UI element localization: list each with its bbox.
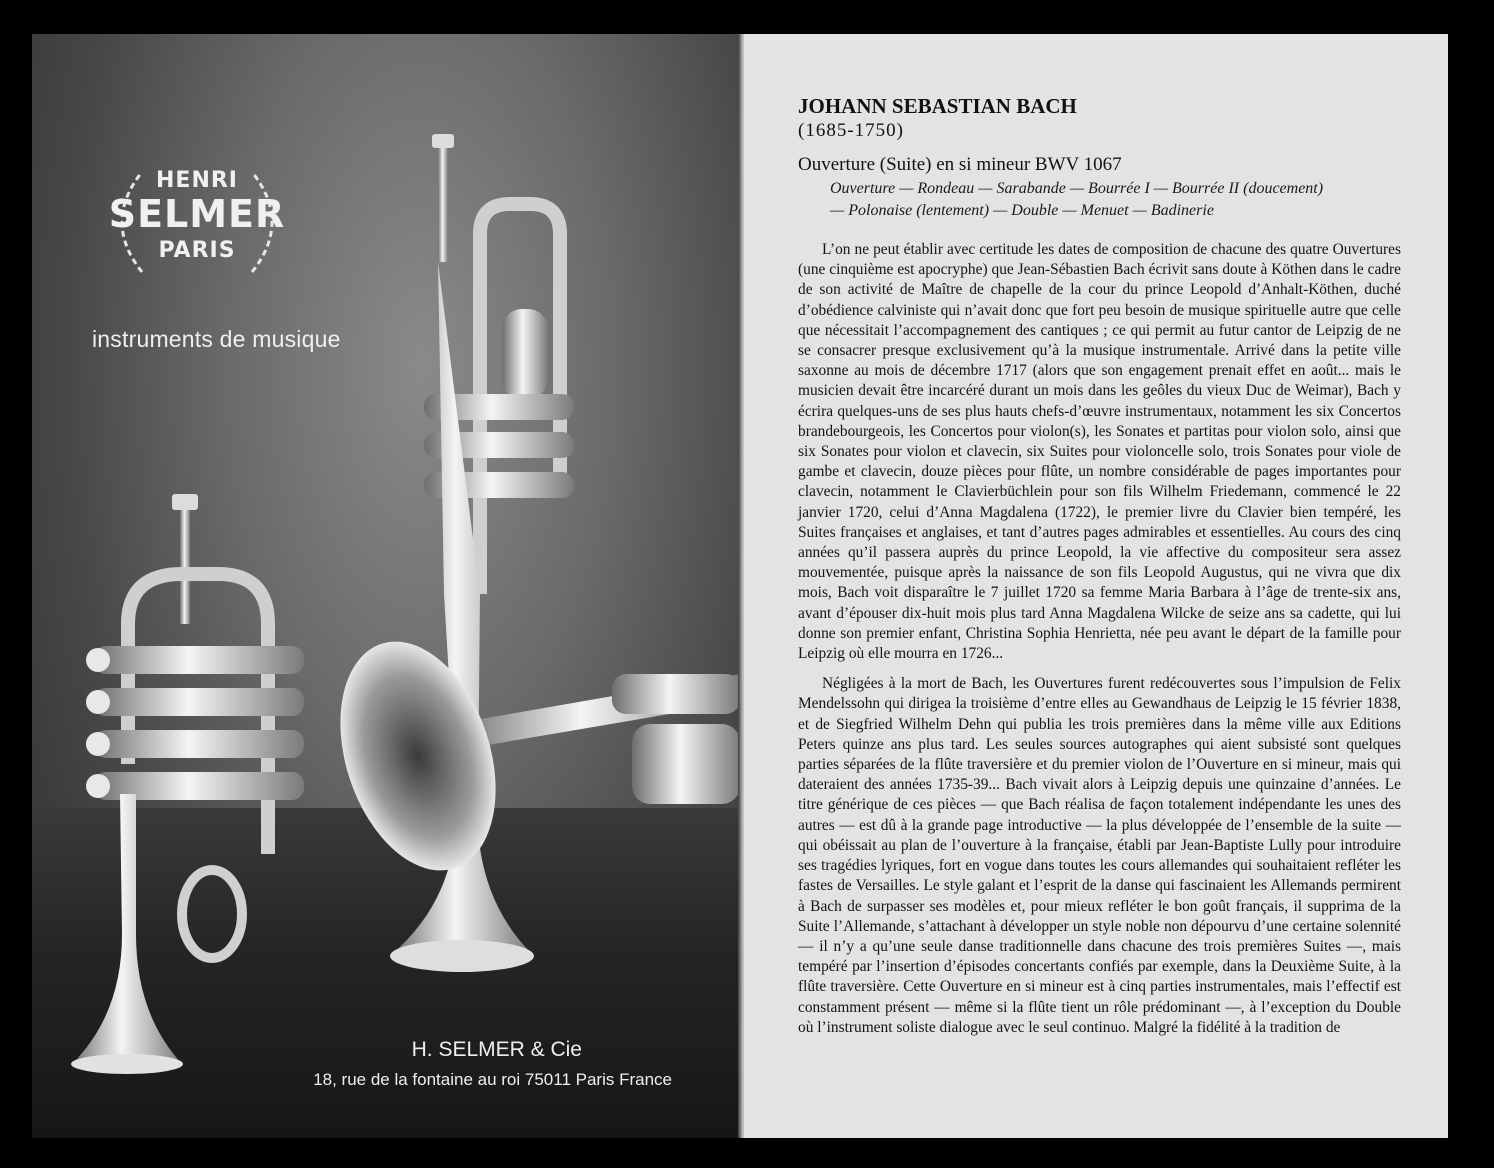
program-notes-paragraph-1: L’on ne peut établir avec certitude les dates de composition de chacune des quatre Ouvertures (une cinquième est apocryphe) que Jean-Sébastien Bach écrivit sans doute à Köthen dans le cadre de son activité de Maître de chapelle de la cour du prince Leopold d’Anhalt-Köthen, duché d’obédience calviniste qui n’avait donc que fort peu besoin de musique spirituelle autre que celle que nécessitait l’accompagnement des cantiques ; ce qui permit au futur cantor de Leipzig de ne se consacrer presque exclusivement qu’à la musique instrumentale. Arrivé dans la petite ville saxonne au mois de décembre 1717 (alors que son engagement prenait effet en août... mais le musicien devait être incarcéré durant un mois dans les geôles du vieux Duc de Weimar), Bach y écrira quelques-uns de ses plus hauts chefs-d’œuvre instrumentaux, notamment les six Concertos brandebourgeois, les Concertos pour violon(s), les Sonates et partitas pour violon solo, ainsi que six Sonates pour violon et clavecin, six Suites pour violoncelle solo, trois Sonates pour viole de gambe et clavecin, douze pièces pour flûte, un nombre considérable de pages importantes pour clavecin, notamment le Clavierbüchlein pour son fils Wilhelm Friedemann, commencé le 22 janvier 1720, celui d’Anna Magdalena (1722), le premier livre du Clavier bien tempéré, les Suites françaises et anglaises, et tant d’autres pages admirables et essentielles. Au cours des cinq années qu’il passera auprès du prince Leopold, la vie affective du compositeur sera assez mouvementée, puisque après la naissance de son fils Leopold Augustus, qui ne vivra que dix mois, Bach voit disparaître le 7 juillet 1720 sa femme Maria Barbara à l’âge de trente-six ans, avant d’épouser dix-huit mois plus tard Anna Magdalena Wilcke de seize ans sa cadette, qui lui donne son premier enfant, Christina Sophia Henrietta, née peu avant le départ de la famille pour Leipzig où elle mourra en 1726... xyxy=(798,241,1401,663)
program-notes xyxy=(798,240,1401,1048)
movement-list xyxy=(830,178,1390,222)
text-page xyxy=(744,34,1448,1138)
tagline: instruments de musique xyxy=(92,326,341,352)
company-name: H. SELMER & Cie xyxy=(411,1038,582,1061)
advertisement-page xyxy=(32,34,740,1138)
piccolo-trumpet xyxy=(71,494,304,1074)
company-address: 18, rue de la fontaine au roi 75011 Paris France xyxy=(313,1070,672,1089)
logo-henri: HENRI xyxy=(156,168,238,193)
movement-list-line-1: Ouverture — Rondeau — Sarabande — Bourrée I — Bourrée II (doucement) xyxy=(830,180,1324,197)
program-notes-paragraph-2: Négligées à la mort de Bach, les Ouvertures furent redécouvertes sous l’impulsion de Felix Mendelssohn qui dirigea la troisième d’entre elles au Gewandhaus de Leipzig le 15 février 1838, et de Siegfried Wilhelm Dehn qui publia les trois premières dans la même ville aux Editions Peters quinze ans plus tard. Les seules sources autographes qui aient subsisté sont quelques parties séparées de la flûte traversière et du premier violon de l’Ouverture en si mineur, mais qui dateraient des années 1735-39... Bach vivait alors à Leipzig depuis une quinzaine d’années. Le titre générique de ces pièces — que Bach réalisa de façon totalement indépendante les unes des autres — est dû à la grande page introductive — la plus développée de l’ensemble de la suite — qui obéissait au plan de l’ouverture à la française, établi par Jean-Baptiste Lully pour introduire ses tragédies lyriques, fort en vogue dans toutes les cours allemandes qui souhaitaient refléter les fastes de Versailles. Le style galant et l’esprit de la danse qui fascinaient les Allemands permirent à Bach de surpasser ses modèles et, pour mieux refléter le bon goût français, il supprima de la Suite l’Allemande, s’attachant à développer un style noble non dépourvu d’une certaine solennité — il n’y a qu’une seule danse traditionnelle dans chacune des trois premières Suites —, mais tempéré par l’insertion d’épisodes concertants confiés par exemple, dans la Deuxième Suite, à la flûte traversière. Cette Ouverture en si mineur est à cinq parties instrumentales, mais l’effectif est constamment présent — même si la flûte tient un rôle prédominant —, à l’exception du Double où l’instrument soliste dialogue avec le seul continuo. Malgré la fidélité à la tradition de xyxy=(798,675,1401,1036)
composer-name: JOHANN SEBASTIAN BACH xyxy=(798,94,1077,118)
movement-list-line-2: — Polonaise (lentement) — Double — Menuet — Badinerie xyxy=(830,202,1214,219)
composer-dates: (1685-1750) xyxy=(798,120,904,141)
work-title: Ouverture (Suite) en si mineur BWV 1067 xyxy=(798,154,1122,175)
logo-paris: PARIS xyxy=(158,238,236,263)
selmer-logo xyxy=(102,142,292,292)
logo-selmer: SELMER xyxy=(108,192,286,236)
flugel-trumpet xyxy=(313,622,740,891)
